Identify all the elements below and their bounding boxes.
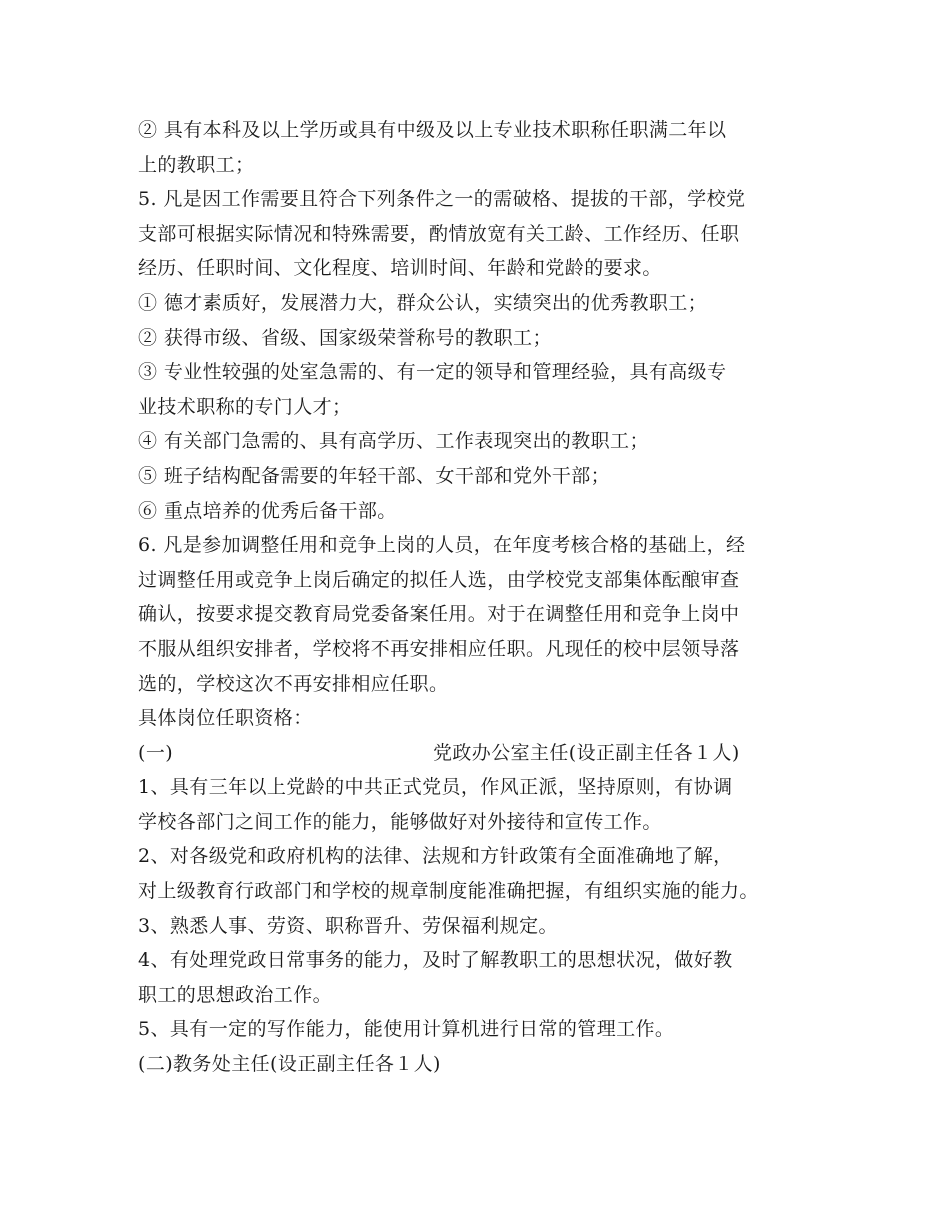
section-title: 党政办公室主任(设正副主任各１人) bbox=[433, 741, 740, 764]
section-heading: (二)教务处主任(设正副主任各１人) bbox=[138, 1053, 441, 1076]
text-line: 具体岗位任职资格： bbox=[138, 707, 313, 730]
text-line: ① 德才素质好，发展潜力大，群众公认，实绩突出的优秀教职工； bbox=[138, 291, 708, 314]
text-line: 2、对各级党和政府机构的法律、法规和方针政策有全面准确地了解， bbox=[138, 845, 733, 868]
text-line: ② 具有本科及以上学历或具有中级及以上专业技术职称任职满二年以 bbox=[138, 119, 727, 141]
text-line: ⑤ 班子结构配备需要的年轻干部、女干部和党外干部； bbox=[138, 464, 611, 487]
text-line: 5、具有一定的写作能力，能使用计算机进行日常的管理工作。 bbox=[138, 1018, 675, 1041]
text-line: 职工的思想政治工作。 bbox=[138, 983, 333, 1006]
text-line: 学校各部门之间工作的能力，能够做好对外接待和宣传工作。 bbox=[138, 810, 662, 833]
text-line: 1、具有三年以上党龄的中共正式党员，作风正派，坚持原则，有协调 bbox=[138, 776, 733, 799]
text-line: 经历、任职时间、文化程度、培训时间、年龄和党龄的要求。 bbox=[138, 257, 662, 280]
text-line: 确认，按要求提交教育局党委备案任用。对于在调整任用和竞争上岗中 bbox=[138, 603, 740, 626]
section-heading bbox=[138, 736, 828, 771]
text-line: 对上级教育行政部门和学校的规章制度能准确把握，有组织实施的能力。 bbox=[138, 880, 759, 903]
text-line: ⑥ 重点培养的优秀后备干部。 bbox=[138, 499, 397, 522]
text-line: 业技术职称的专门人才； bbox=[138, 395, 352, 418]
text-line: ④ 有关部门急需的、具有高学历、工作表现突出的教职工； bbox=[138, 430, 649, 453]
text-line: 上的教职工； bbox=[138, 153, 255, 176]
text-line: ② 获得市级、省级、国家级荣誉称号的教职工； bbox=[138, 326, 552, 349]
text-line: 6. 凡是参加调整任用和竞争上岗的人员，在年度考核合格的基础上，经 bbox=[138, 534, 746, 557]
section-number: (一) bbox=[138, 741, 174, 764]
text-line: 4、有处理党政日常事务的能力，及时了解教职工的思想状况，做好教 bbox=[138, 949, 733, 972]
document-body bbox=[138, 113, 828, 1082]
text-line: 选的，学校这次不再安排相应任职。 bbox=[138, 672, 449, 695]
text-line: ③ 专业性较强的处室急需的、有一定的领导和管理经验，具有高级专 bbox=[138, 361, 727, 384]
text-line: 支部可根据实际情况和特殊需要，酌情放宽有关工龄、工作经历、任职 bbox=[138, 222, 740, 245]
text-line: 不服从组织安排者，学校将不再安排相应任职。凡现任的校中层领导落 bbox=[138, 637, 740, 660]
text-line: 3、熟悉人事、劳资、职称晋升、劳保福利规定。 bbox=[138, 914, 558, 937]
text-line: 5. 凡是因工作需要且符合下列条件之一的需破格、提拔的干部，学校党 bbox=[138, 188, 746, 211]
text-line: 过调整任用或竞争上岗后确定的拟任人选，由学校党支部集体酝酿审查 bbox=[138, 568, 740, 591]
